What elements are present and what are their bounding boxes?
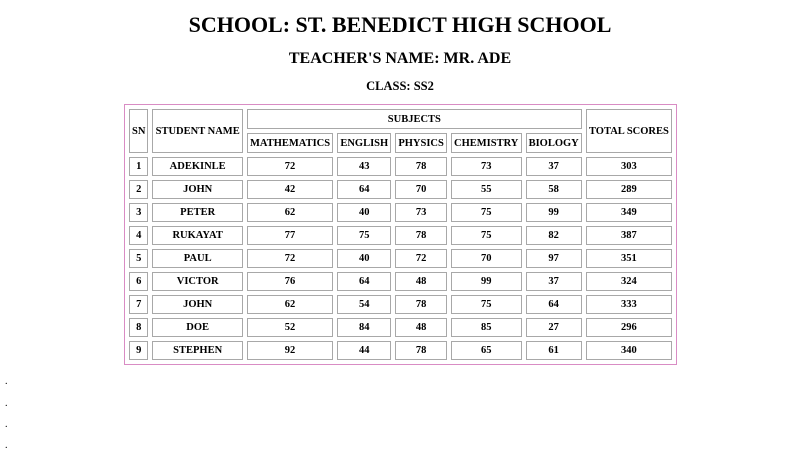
cell-mathematics: 62 xyxy=(247,295,333,314)
cell-english: 75 xyxy=(337,226,391,245)
cell-sn: 8 xyxy=(129,318,148,337)
cell-english: 54 xyxy=(337,295,391,314)
col-header-subjects: SUBJECTS xyxy=(247,109,582,129)
cell-biology: 61 xyxy=(526,341,582,360)
cell-mathematics: 52 xyxy=(247,318,333,337)
class-label: CLASS: SS2 xyxy=(366,79,434,93)
school-title: SCHOOL: ST. BENEDICT HIGH SCHOOL xyxy=(188,12,612,37)
cell-english: 44 xyxy=(337,341,391,360)
cell-chemistry: 55 xyxy=(451,180,522,199)
col-header-biology: BIOLOGY xyxy=(526,133,582,153)
cell-physics: 48 xyxy=(395,272,447,291)
col-header-total-scores: TOTAL SCORES xyxy=(586,109,672,153)
footer-dot: . xyxy=(5,376,8,387)
cell-chemistry: 65 xyxy=(451,341,522,360)
cell-total-scores: 333 xyxy=(586,295,672,314)
cell-physics: 78 xyxy=(395,295,447,314)
cell-student-name: VICTOR xyxy=(152,272,242,291)
cell-student-name: DOE xyxy=(152,318,242,337)
cell-biology: 37 xyxy=(526,272,582,291)
table-row xyxy=(129,249,672,268)
cell-student-name: ADEKINLE xyxy=(152,157,242,176)
table-row xyxy=(129,272,672,291)
cell-total-scores: 296 xyxy=(586,318,672,337)
cell-biology: 82 xyxy=(526,226,582,245)
cell-english: 40 xyxy=(337,203,391,222)
col-header-chemistry: CHEMISTRY xyxy=(451,133,522,153)
footer-dot: . xyxy=(5,419,8,430)
cell-mathematics: 77 xyxy=(247,226,333,245)
col-header-mathematics: MATHEMATICS xyxy=(247,133,333,153)
cell-chemistry: 75 xyxy=(451,226,522,245)
cell-student-name: RUKAYAT xyxy=(152,226,242,245)
cell-total-scores: 303 xyxy=(586,157,672,176)
cell-chemistry: 75 xyxy=(451,203,522,222)
cell-student-name: PAUL xyxy=(152,249,242,268)
cell-total-scores: 289 xyxy=(586,180,672,199)
table-row xyxy=(129,226,672,245)
table-row xyxy=(129,203,672,222)
cell-biology: 99 xyxy=(526,203,582,222)
table-row xyxy=(129,295,672,314)
col-header-physics: PHYSICS xyxy=(395,133,447,153)
cell-physics: 70 xyxy=(395,180,447,199)
col-header-english: ENGLISH xyxy=(337,133,391,153)
header-row-top xyxy=(129,109,672,129)
scores-table xyxy=(124,104,677,365)
cell-physics: 73 xyxy=(395,203,447,222)
cell-sn: 1 xyxy=(129,157,148,176)
teacher-name: TEACHER'S NAME: MR. ADE xyxy=(288,50,512,67)
cell-chemistry: 70 xyxy=(451,249,522,268)
cell-mathematics: 92 xyxy=(247,341,333,360)
cell-english: 84 xyxy=(337,318,391,337)
cell-total-scores: 340 xyxy=(586,341,672,360)
cell-student-name: STEPHEN xyxy=(152,341,242,360)
cell-biology: 97 xyxy=(526,249,582,268)
cell-sn: 6 xyxy=(129,272,148,291)
table-row xyxy=(129,318,672,337)
cell-english: 64 xyxy=(337,272,391,291)
cell-biology: 58 xyxy=(526,180,582,199)
cell-student-name: JOHN xyxy=(152,295,242,314)
cell-mathematics: 72 xyxy=(247,157,333,176)
col-header-sn: SN xyxy=(129,109,148,153)
cell-physics: 72 xyxy=(395,249,447,268)
cell-mathematics: 62 xyxy=(247,203,333,222)
cell-student-name: PETER xyxy=(152,203,242,222)
cell-total-scores: 349 xyxy=(586,203,672,222)
cell-biology: 37 xyxy=(526,157,582,176)
cell-mathematics: 42 xyxy=(247,180,333,199)
cell-total-scores: 351 xyxy=(586,249,672,268)
table-row xyxy=(129,157,672,176)
cell-total-scores: 387 xyxy=(586,226,672,245)
footer-dot: . xyxy=(5,398,8,409)
cell-english: 64 xyxy=(337,180,391,199)
cell-chemistry: 75 xyxy=(451,295,522,314)
cell-student-name: JOHN xyxy=(152,180,242,199)
cell-chemistry: 99 xyxy=(451,272,522,291)
cell-chemistry: 85 xyxy=(451,318,522,337)
cell-biology: 27 xyxy=(526,318,582,337)
cell-physics: 78 xyxy=(395,226,447,245)
cell-chemistry: 73 xyxy=(451,157,522,176)
cell-biology: 64 xyxy=(526,295,582,314)
table-row xyxy=(129,341,672,360)
cell-physics: 48 xyxy=(395,318,447,337)
cell-sn: 2 xyxy=(129,180,148,199)
cell-sn: 3 xyxy=(129,203,148,222)
footer-dot: . xyxy=(5,440,8,451)
cell-total-scores: 324 xyxy=(586,272,672,291)
cell-english: 43 xyxy=(337,157,391,176)
cell-sn: 4 xyxy=(129,226,148,245)
cell-english: 40 xyxy=(337,249,391,268)
col-header-student-name: STUDENT NAME xyxy=(152,109,242,153)
cell-mathematics: 72 xyxy=(247,249,333,268)
cell-physics: 78 xyxy=(395,157,447,176)
cell-mathematics: 76 xyxy=(247,272,333,291)
table-row xyxy=(129,180,672,199)
cell-physics: 78 xyxy=(395,341,447,360)
cell-sn: 5 xyxy=(129,249,148,268)
cell-sn: 9 xyxy=(129,341,148,360)
cell-sn: 7 xyxy=(129,295,148,314)
